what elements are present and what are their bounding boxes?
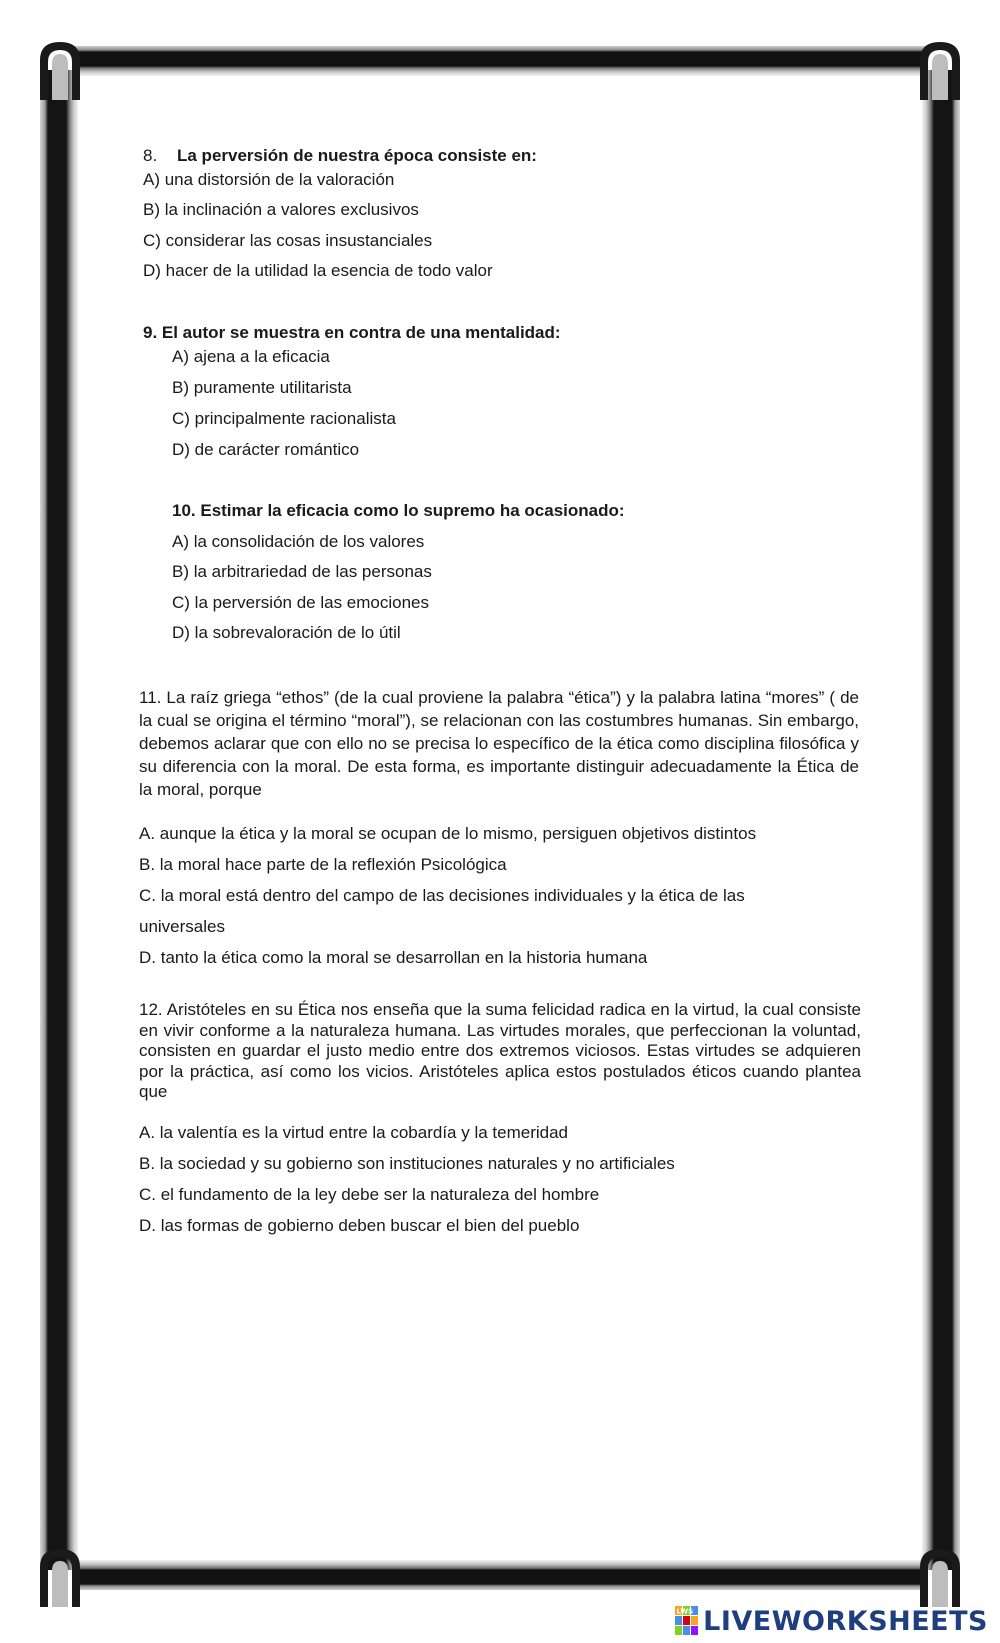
answer-option[interactable]: A. la valentía es la virtud entre la cobardía y la temeridad: [139, 1123, 569, 1142]
frame-corner-ornament: [918, 1545, 962, 1609]
answer-option[interactable]: B. la moral hace parte de la reflexión Psicológica: [139, 855, 507, 874]
answer-option[interactable]: D. tanto la ética como la moral se desarrollan en la historia humana: [139, 948, 648, 967]
answer-option[interactable]: B) la inclinación a valores exclusivos: [143, 200, 419, 219]
answer-option[interactable]: A) ajena a la eficacia: [172, 347, 330, 366]
answer-option[interactable]: D) la sobrevaloración de lo útil: [172, 623, 401, 642]
answer-option[interactable]: B. la sociedad y su gobierno son instituciones naturales y no artificiales: [139, 1154, 675, 1173]
frame-top-border: [72, 46, 928, 76]
answer-option[interactable]: C. el fundamento de la ley debe ser la naturaleza del hombre: [139, 1185, 600, 1204]
answer-option[interactable]: A) una distorsión de la valoración: [143, 170, 395, 189]
question-8-number: 8.: [143, 146, 158, 165]
answer-option[interactable]: C. la moral está dentro del campo de las decisiones individuales y la ética de las: [139, 886, 745, 905]
liveworksheets-wordmark: LIVEWORKSHEETS: [703, 1605, 988, 1637]
answer-option[interactable]: C) principalmente racionalista: [172, 409, 396, 428]
answer-option[interactable]: B) la arbitrariedad de las personas: [172, 562, 432, 581]
liveworksheets-logo-icon: [675, 1606, 699, 1636]
frame-corner-ornament: [38, 38, 82, 102]
question-12-stem: 12. Aristóteles en su Ética nos enseña que la suma felicidad radica en la virtud, la cual consiste en vivir conforme a la naturaleza humana. Las virtudes morales, que perfeccionan la voluntad, consisten en guardar el justo medio entre dos extremos viciosos. Estas virtudes se adquieren por la práctica, así como los vicios. Aristóteles aplica estos postulados éticos cuando plantea que: [139, 1000, 861, 1101]
frame-right-border: [922, 70, 960, 1570]
frame-left-border: [40, 70, 78, 1570]
answer-option-continuation: universales: [139, 917, 225, 936]
question-9-title: 9. El autor se muestra en contra de una mentalidad:: [143, 323, 561, 342]
answer-option[interactable]: A. aunque la ética y la moral se ocupan de lo mismo, persiguen objetivos distintos: [139, 824, 757, 843]
answer-option[interactable]: B) puramente utilitarista: [172, 378, 352, 397]
answer-option[interactable]: D. las formas de gobierno deben buscar el bien del pueblo: [139, 1216, 580, 1235]
question-8-title: La perversión de nuestra época consiste en:: [177, 146, 537, 165]
answer-option[interactable]: A) la consolidación de los valores: [172, 532, 425, 551]
answer-option[interactable]: D) hacer de la utilidad la esencia de todo valor: [143, 261, 493, 280]
answer-option[interactable]: C) considerar las cosas insustanciales: [143, 231, 433, 250]
question-10-title: 10. Estimar la eficacia como lo supremo ha ocasionado:: [172, 501, 625, 520]
question-11-stem: 11. La raíz griega “ethos” (de la cual proviene la palabra “ética”) y la palabra latina “mores” ( de la cual se origina el término “moral”), se relacionan con las costumbres humanas. Sin embargo, debemos aclarar que con ello no se precisa lo específico de la ética como disciplina filosófica y su diferencia con la moral. De esta forma, es importante distinguir adecuadamente la Ética de la moral, porque: [139, 688, 859, 799]
answer-option[interactable]: D) de carácter romántico: [172, 440, 360, 459]
liveworksheets-brand[interactable]: [675, 1604, 988, 1638]
logo-letter: LWS: [676, 1607, 694, 1616]
frame-corner-ornament: [38, 1545, 82, 1609]
frame-corner-ornament: [918, 38, 962, 102]
frame-bottom-border: [72, 1560, 928, 1590]
answer-option[interactable]: C) la perversión de las emociones: [172, 593, 430, 612]
